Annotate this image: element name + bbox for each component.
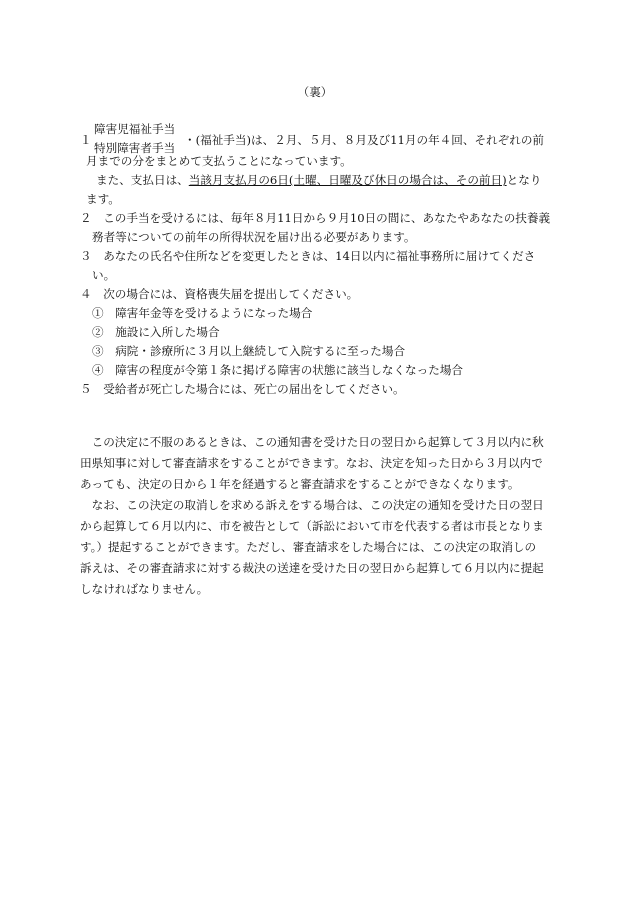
item-4-subitem: ③ 病院・診療所に３月以上継続して入院するに至った場合 [92, 344, 406, 358]
item-1-line-2: 月までの分をまとめて支払うことになっています。 [86, 154, 352, 168]
item-1-line-3 [96, 171, 541, 190]
item-1-number: １ [80, 133, 92, 147]
item-5-line: ５ 受給者が死亡した場合には、死亡の届出をしてください。 [80, 382, 405, 396]
item-2-line-2: 務者等についての前年の所得状況を届け出る必要があります。 [92, 230, 416, 244]
appeal-line: しなければなりません。 [80, 582, 209, 596]
item-4-subitem: ① 障害年金等を受けるようになった場合 [92, 306, 313, 320]
item-4-subitem: ④ 障害の程度が令第１条に掲げる障害の状態に該当しなくなった場合 [92, 363, 464, 377]
appeal-line: あっても、決定の日から１年を経過すると審査請求をすることができなくなります。 [80, 477, 520, 491]
payment-date-underlined: 当該月支払月の6日(土曜、日曜及び休日の場合は、その前日) [188, 173, 507, 187]
appeal-notice [80, 432, 560, 600]
page-header: （裏） [297, 85, 333, 99]
allowance-name-special-disabled: 特別障害者手当 [94, 141, 176, 155]
appeal-line: から起算して６月以内に、市を被告として（訴訟において市を代表する者は市長となりま [80, 519, 544, 533]
appeal-line: なお、この決定の取消しを求める訴えをする場合は、この決定の通知を受けた日の翌日 [80, 498, 544, 512]
item-1-line-1: ・(福祉手当)は、２月、５月、８月及び11月の年４回、それぞれの前 [184, 133, 545, 147]
appeal-line: す。）提起することができます。ただし、審査請求をした場合には、この決定の取消しの [80, 540, 537, 554]
item-1-line-3-post: となり [506, 173, 542, 187]
item-1-line-4: ます。 [86, 192, 120, 206]
item-2-line-1: ２ この手当を受けるには、毎年８月11日から９月10日の間に、あなたやあなたの扶養義 [80, 211, 551, 225]
item-4-line: ４ 次の場合には、資格喪失届を提出してください。 [80, 287, 359, 301]
allowance-name-disabled-child: 障害児福祉手当 [94, 122, 176, 136]
item-4-subitem: ② 施設に入所した場合 [92, 325, 220, 339]
appeal-line: 訴えは、その審査請求に対する裁決の送達を受けた日の翌日から起算して６月以内に提起 [80, 561, 544, 575]
item-3-line-2: い。 [92, 268, 116, 282]
item-1-line-3-pre: また、支払日は、 [96, 173, 189, 187]
appeal-line: 田県知事に対して審査請求をすることができます。なお、決定を知った日から３月以内で [80, 456, 543, 470]
appeal-line: この決定に不服のあるときは、この通知書を受けた日の翌日から起算して３月以内に秋 [80, 435, 544, 449]
item-3-line-1: ３ あなたの氏名や住所などを変更したときは、14日以内に福祉事務所に届けてくださ [80, 249, 536, 263]
